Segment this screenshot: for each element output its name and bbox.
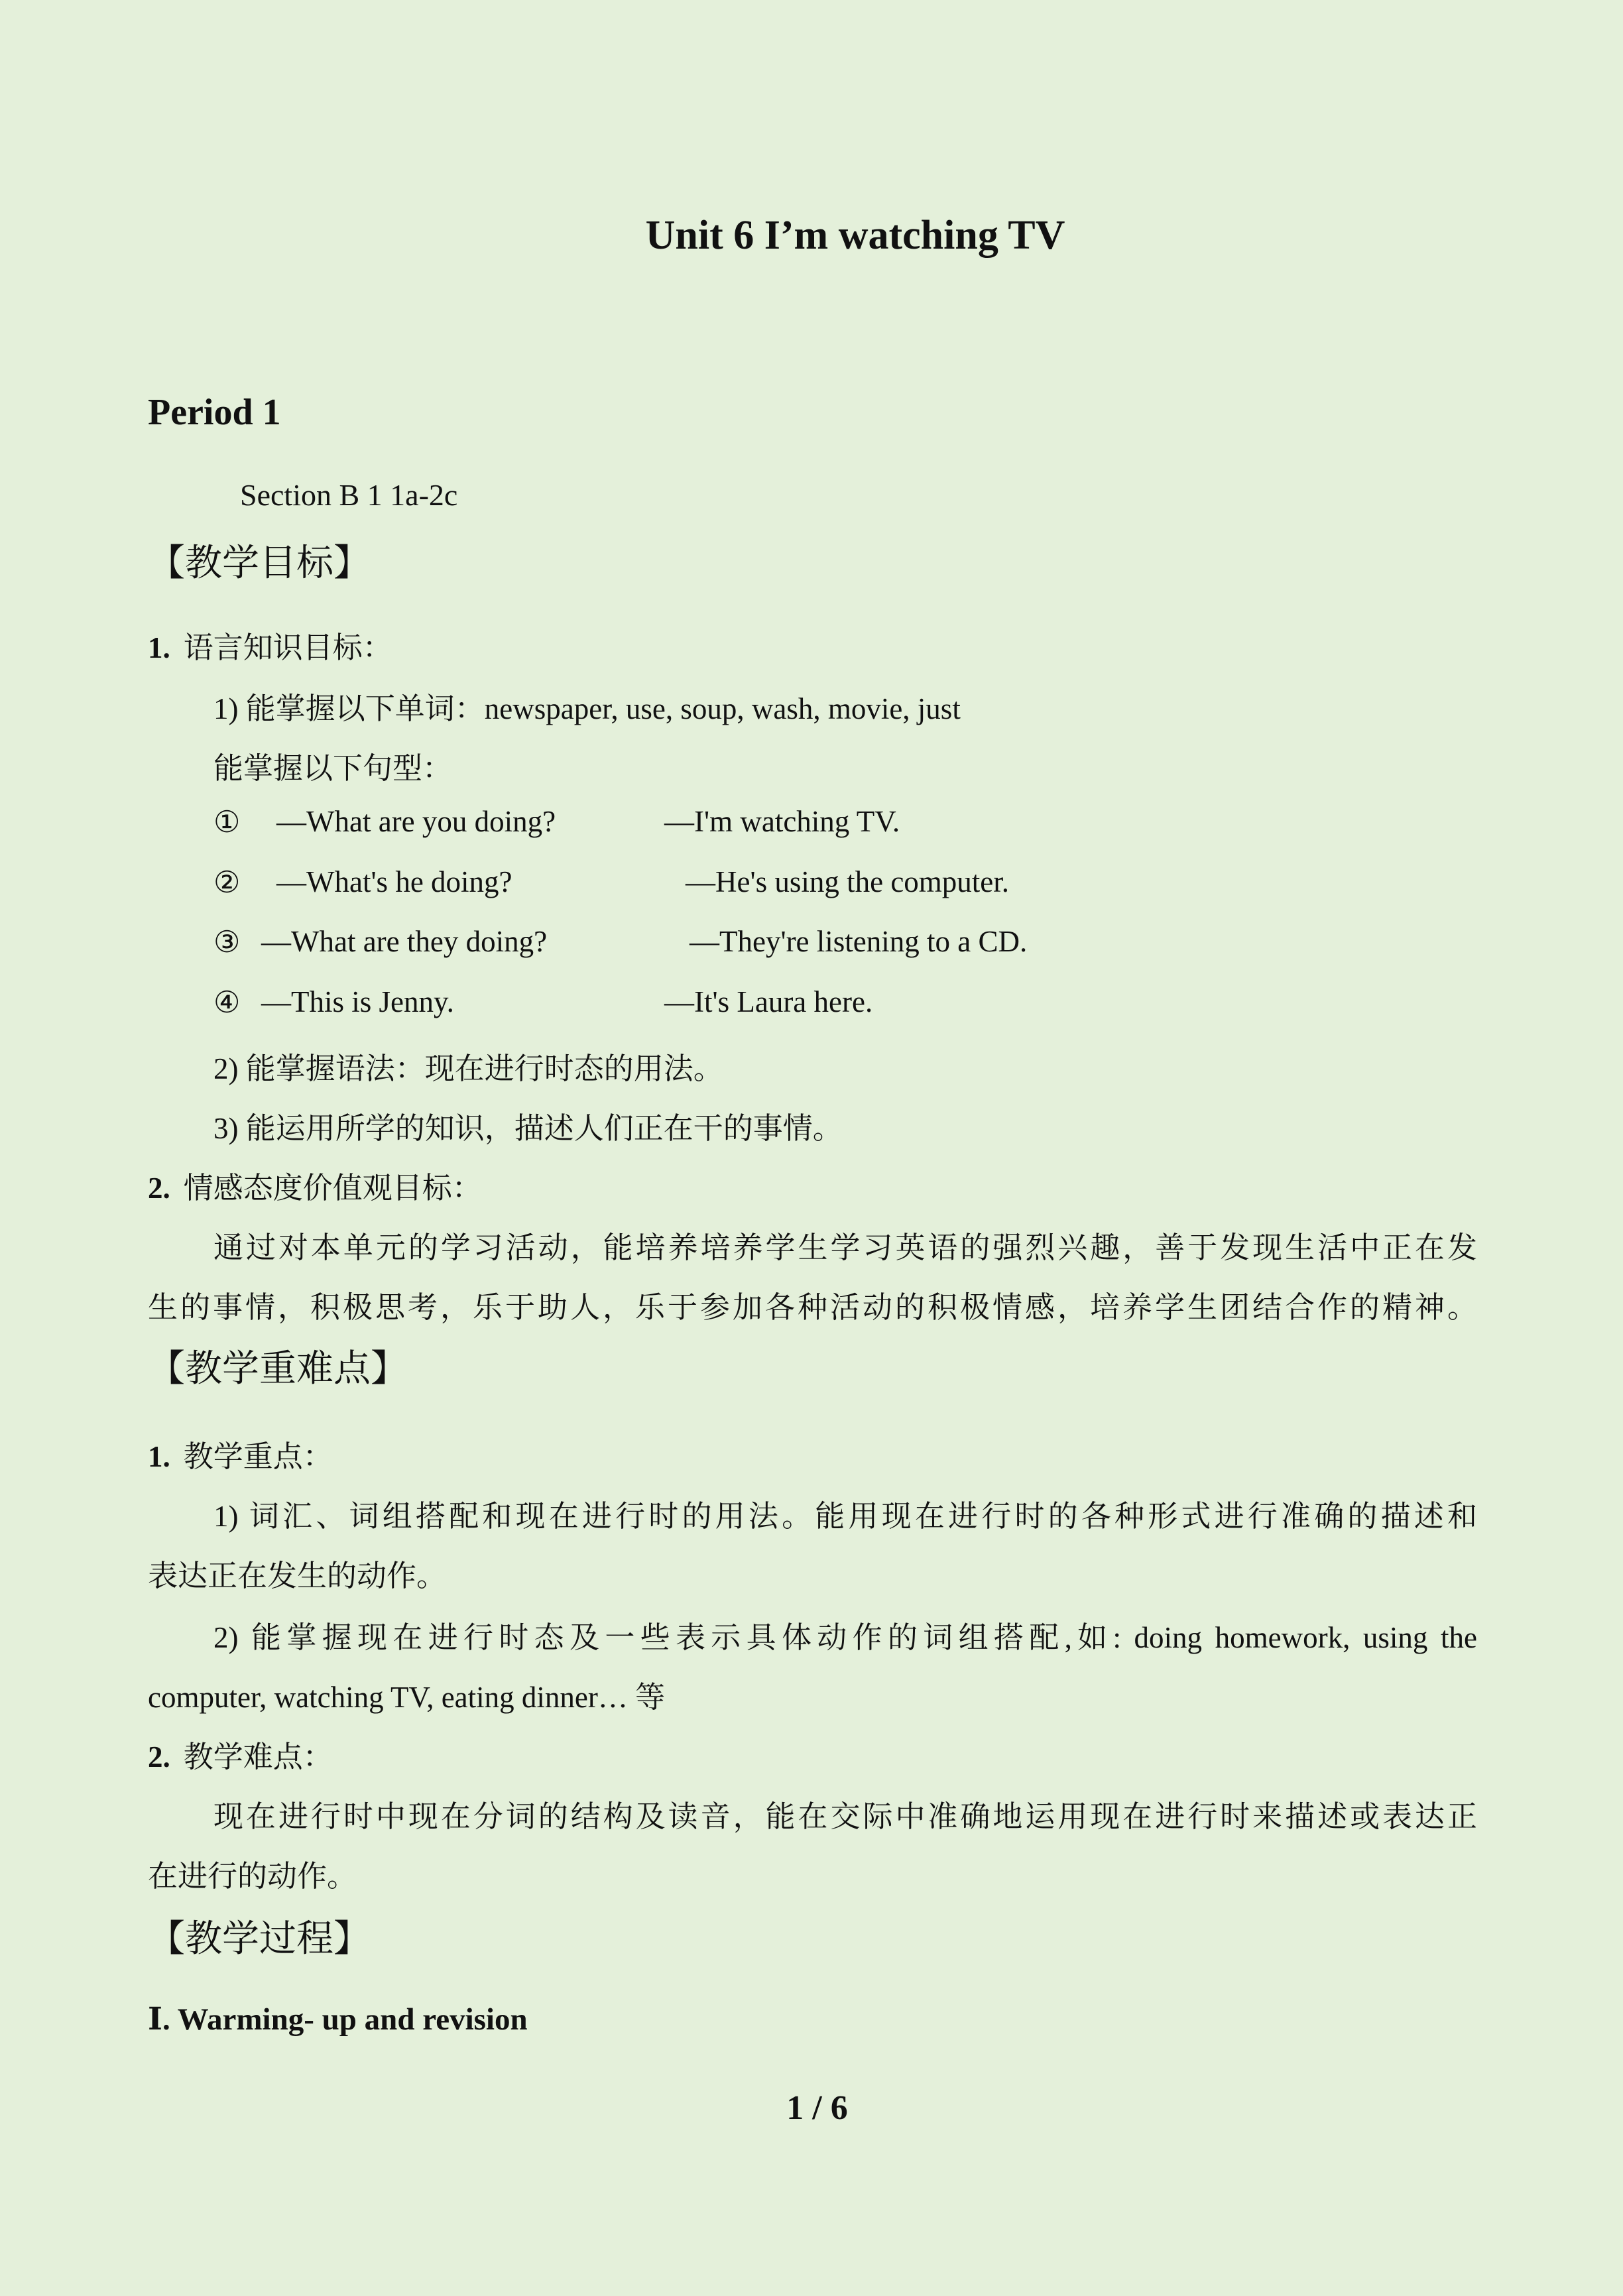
keypoints-heading: 【教学重难点】 xyxy=(148,1349,408,1390)
key1-heading xyxy=(148,1432,333,1475)
process-heading: 【教学过程】 xyxy=(148,1919,371,1960)
page-number: 1 / 6 xyxy=(786,2089,848,2127)
step1-heading: Ⅰ. Warming- up and revision xyxy=(148,2002,528,2037)
pattern-question: —What are they doing? xyxy=(261,925,548,958)
goal1-heading xyxy=(148,623,392,666)
section-label: Section B 1 1a-2c xyxy=(240,478,458,512)
goal1-item2: 2) 能掌握语法：现在进行时态的用法。 xyxy=(213,1052,723,1085)
period-heading: Period 1 xyxy=(148,392,281,433)
pattern-row xyxy=(213,804,900,839)
pattern-mark: ② xyxy=(213,866,241,899)
pattern-question: —What's he doing? xyxy=(276,865,512,898)
goal2-number: 2. xyxy=(148,1172,170,1205)
key1-p2-line1: 2) 能掌握现在进行时态及一些表示具体动作的词组搭配,如: doing homework, using the xyxy=(213,1621,1477,1654)
goal1-item1b: 能掌握以下句型： xyxy=(213,752,453,785)
pattern-question: —What are you doing? xyxy=(276,805,556,838)
key1-label: 教学重点： xyxy=(183,1440,333,1473)
key2-number: 2. xyxy=(148,1740,170,1774)
pattern-question: —This is Jenny. xyxy=(261,985,454,1018)
pattern-row xyxy=(213,865,1010,900)
goal1-number: 1. xyxy=(148,631,170,664)
pattern-mark: ③ xyxy=(213,926,241,959)
goal1-item3: 3) 能运用所学的知识，描述人们正在干的事情。 xyxy=(213,1112,843,1145)
pattern-mark: ④ xyxy=(213,986,241,1019)
key2-label: 教学难点： xyxy=(183,1740,333,1774)
key2-paragraph-line1: 现在进行时中现在分词的结构及读音，能在交际中准确地运用现在进行时来描述或表达正 xyxy=(213,1800,1477,1833)
goal2-paragraph-line2: 生的事情，积极思考，乐于助人，乐于参加各种活动的积极情感，培养学生团结合作的精神。 xyxy=(148,1291,1477,1324)
goals-heading: 【教学目标】 xyxy=(148,543,371,584)
pattern-answer: —It's Laura here. xyxy=(664,985,873,1018)
pattern-row xyxy=(213,985,873,1020)
pattern-mark: ① xyxy=(213,806,241,839)
key1-p2-line2: computer, watching TV, eating dinner… 等 xyxy=(148,1681,666,1714)
goal1-item1: 1) 能掌握以下单词：newspaper, use, soup, wash, movie, just xyxy=(213,692,961,725)
document-title: Unit 6 I’m watching TV xyxy=(645,213,1065,258)
goal2-label: 情感态度价值观目标： xyxy=(183,1172,482,1205)
key2-heading xyxy=(148,1732,333,1776)
key1-number: 1. xyxy=(148,1440,170,1473)
pattern-answer: —They're listening to a CD. xyxy=(690,925,1028,958)
pattern-row xyxy=(213,924,1028,959)
pattern-answer: —I'm watching TV. xyxy=(664,805,900,838)
key1-p1-line2: 表达正在发生的动作。 xyxy=(148,1559,447,1593)
goal1-label: 语言知识目标： xyxy=(183,631,392,664)
key2-paragraph-line2: 在进行的动作。 xyxy=(148,1860,357,1893)
key1-p1-line1: 1) 词汇、词组搭配和现在进行时的用法。能用现在进行时的各种形式进行准确的描述和 xyxy=(213,1500,1477,1533)
goal2-paragraph-line1: 通过对本单元的学习活动，能培养培养学生学习英语的强烈兴趣，善于发现生活中正在发 xyxy=(213,1231,1477,1264)
pattern-answer: —He's using the computer. xyxy=(686,865,1010,898)
goal2-heading xyxy=(148,1164,482,1207)
